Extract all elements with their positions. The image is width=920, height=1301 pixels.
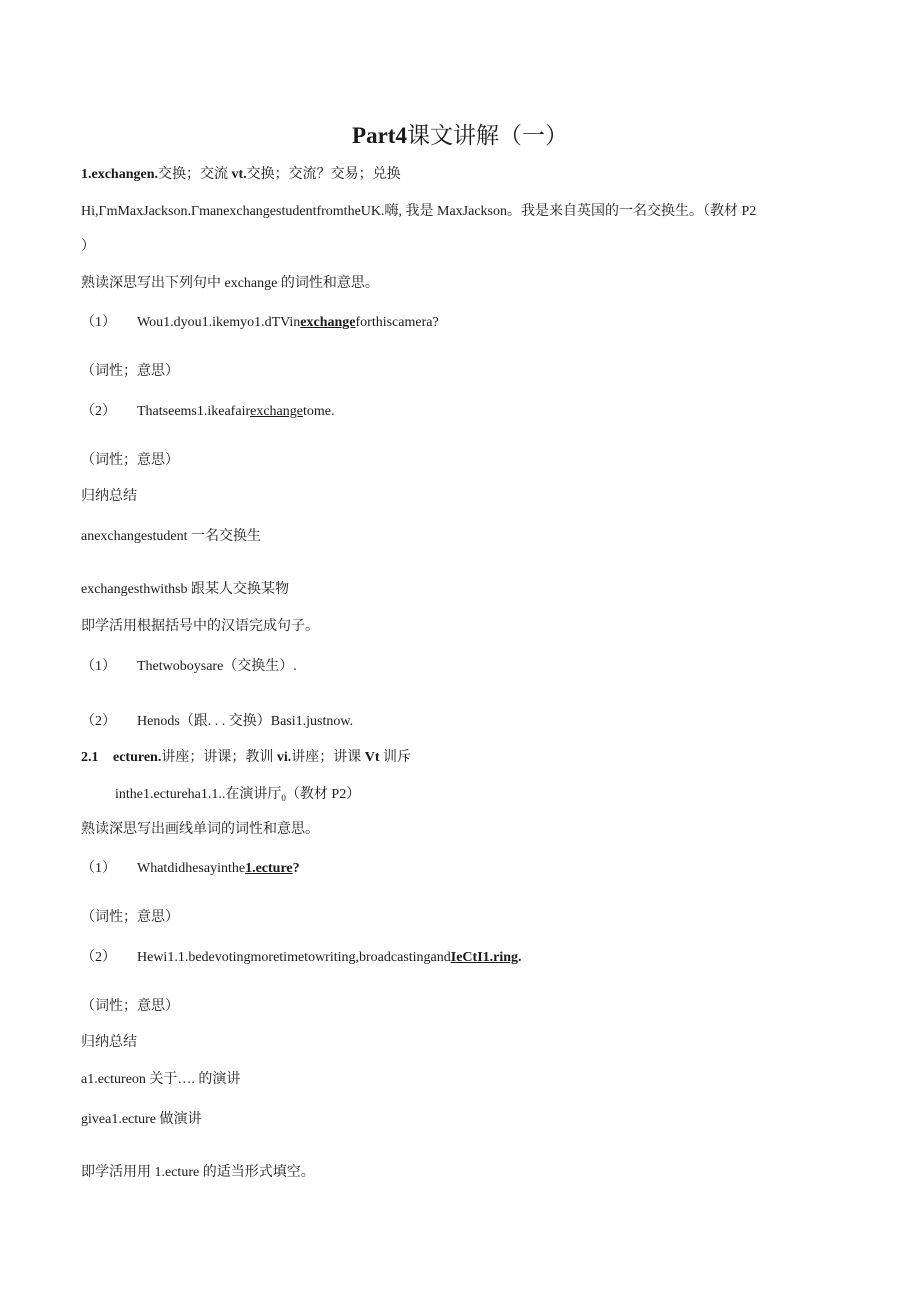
example-source: （教材 P2）: [285, 787, 361, 802]
exchange-question-1: [81, 313, 439, 333]
heading-meaning-2: 讲座；讲课: [291, 750, 365, 765]
lecture-phrase-2: givea1.ecture 做演讲: [81, 1112, 202, 1127]
question-number: （2）: [81, 950, 116, 965]
lecture-phrase-1: a1.ectureon 关于…. 的演讲: [81, 1072, 241, 1087]
lecture-example: [115, 785, 360, 808]
question-text-end: ?: [292, 861, 300, 876]
heading-pos-2: Vt: [364, 750, 380, 765]
underlined-keyword: exchange: [300, 315, 356, 330]
heading-word: ecturen.: [113, 750, 162, 765]
heading-meaning: 讲座；讲课；教训: [161, 750, 277, 765]
heading-number: 2.1: [81, 750, 99, 765]
title-part: Part4: [352, 123, 407, 148]
lecture-answer-2: （词性；意思）: [81, 999, 179, 1014]
underlined-keyword: IeCtI1.ring: [450, 950, 519, 965]
exchange-question-2: [81, 402, 334, 422]
example-subscript: 0: [281, 793, 286, 803]
exchange-answer-1: （词性；意思）: [81, 364, 179, 379]
title-text: 课文讲解（一）: [406, 123, 568, 148]
heading-meaning-2: 交换；交流？交易；兑换: [246, 167, 401, 182]
practice-text: Henods（跟. . . 交换）Basi1.justnow.: [137, 714, 354, 729]
question-number: （2）: [81, 404, 116, 419]
lecture-heading: [81, 748, 411, 768]
question-number: （1）: [81, 861, 116, 876]
underlined-keyword: exchange: [250, 404, 303, 419]
exchange-practice-1: [81, 657, 297, 677]
question-text: Thatseems1.ikeafair: [137, 404, 251, 419]
example-text: inthe1.ectureha1.1..在演讲厅: [115, 787, 282, 802]
page-title: [0, 120, 920, 152]
underlined-keyword: 1.ecture: [245, 861, 293, 876]
question-number: （1）: [81, 315, 116, 330]
exchange-practice-instruction: 即学活用根据括号中的汉语完成句子。: [81, 619, 319, 634]
exchange-heading: [81, 165, 401, 185]
exchange-phrase-1: anexchangestudent 一名交换生: [81, 529, 262, 544]
lecture-instruction: 熟读深思写出画线单词的词性和意思。: [81, 822, 319, 837]
practice-number: （1）: [81, 659, 116, 674]
exchange-summary-label: 归纳总结: [81, 489, 137, 504]
exchange-answer-2: （词性；意思）: [81, 453, 179, 468]
heading-pos: vt.: [231, 167, 247, 182]
heading-pos: vi.: [276, 750, 292, 765]
practice-number: （2）: [81, 714, 116, 729]
question-text-end: .: [518, 950, 522, 965]
practice-text: Thetwoboysare（交换生）.: [137, 659, 297, 674]
exchange-practice-2: [81, 712, 353, 732]
lecture-answer-1: （词性；意思）: [81, 910, 179, 925]
exchange-example-line-1: Hi,ΓmMaxJackson.ΓmanexchangestudentfromtheUK.嗨, 我是 MaxJackson。我是来自英国的一名交换生。（教材 P2: [81, 204, 757, 219]
question-text: Whatdidhesayinthe: [137, 861, 246, 876]
lecture-practice-instruction: 即学活用用 1.ecture 的适当形式填空。: [81, 1165, 315, 1180]
question-text-end: tome.: [302, 404, 335, 419]
lecture-summary-label: 归纳总结: [81, 1035, 137, 1050]
question-text: Wou1.dyou1.ikemyo1.dTVin: [137, 315, 301, 330]
heading-meaning-3: 训斥: [379, 750, 412, 765]
heading-meaning: 交换；交流: [158, 167, 232, 182]
lecture-question-2: [81, 948, 522, 968]
exchange-phrase-2: exchangesthwithsb 跟某人交换某物: [81, 582, 290, 597]
question-text: Hewi1.1.bedevotingmoretimetowriting,broadcastingand: [137, 950, 451, 965]
heading-word: 1.exchangen.: [81, 167, 158, 182]
lecture-question-1: [81, 859, 300, 879]
question-text-end: forthiscamera?: [355, 315, 439, 330]
exchange-example-line-2: ）: [81, 239, 95, 254]
exchange-instruction: 熟读深思写出下列句中 exchange 的词性和意思。: [81, 276, 379, 291]
